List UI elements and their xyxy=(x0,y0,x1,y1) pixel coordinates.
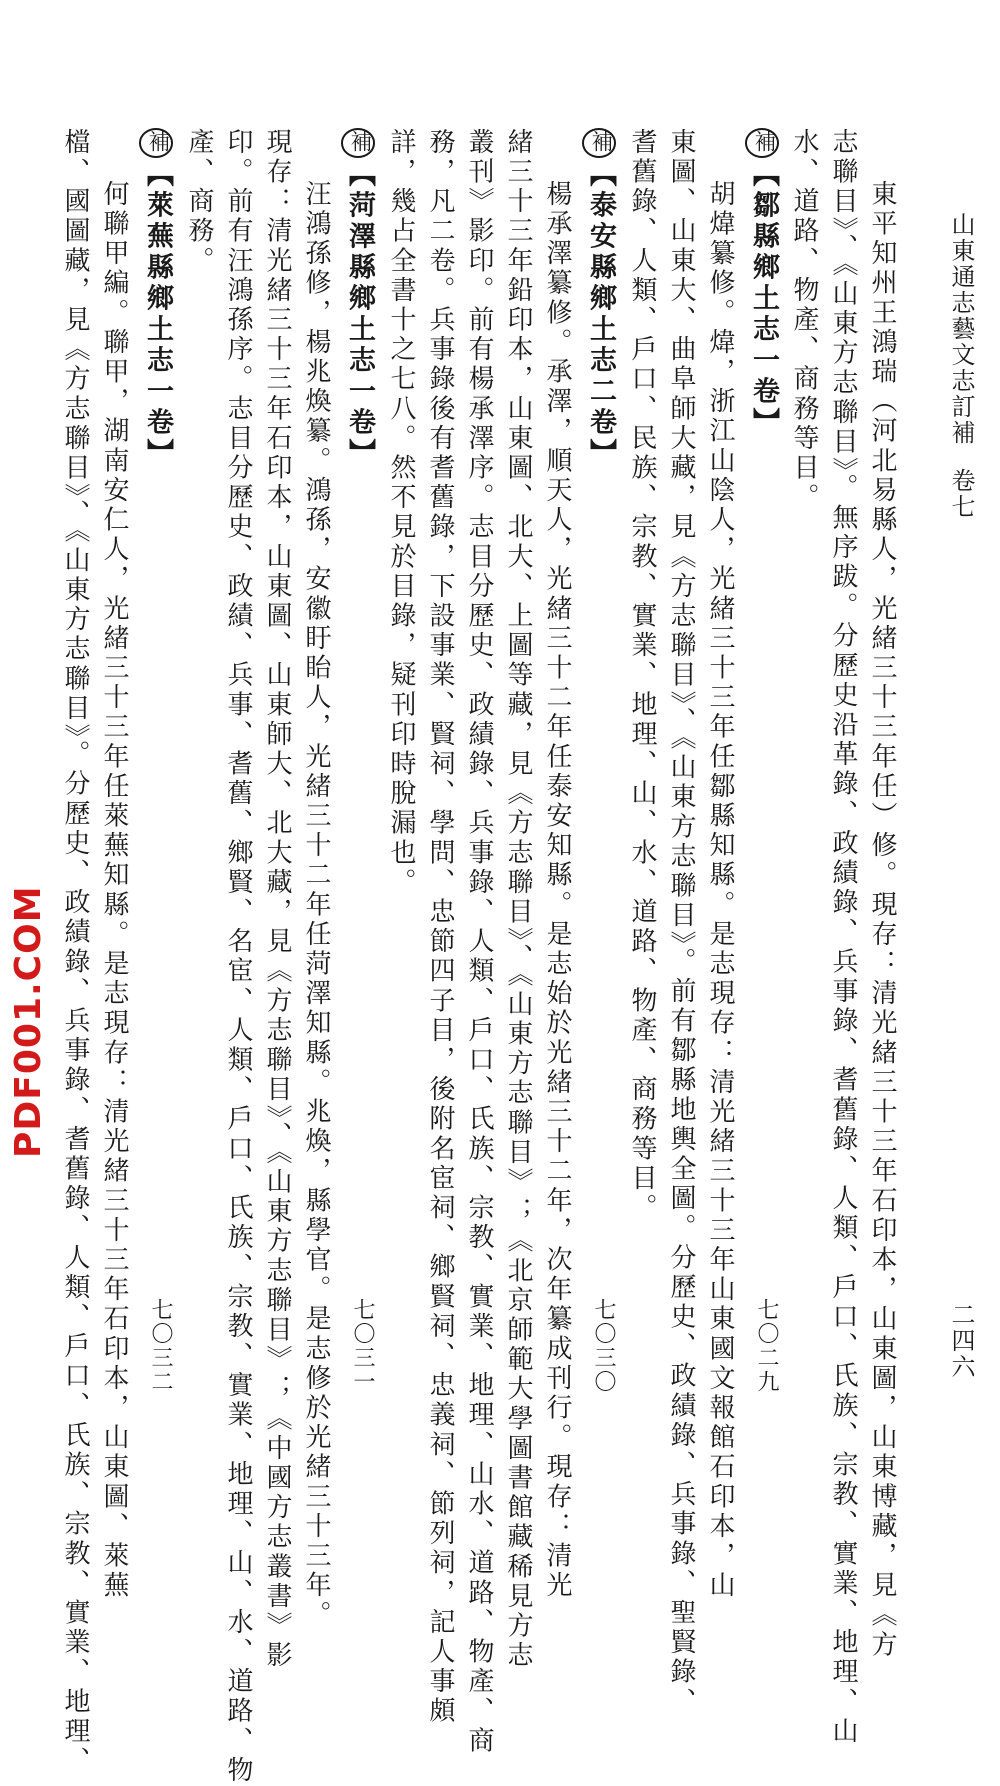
entry-number: 七〇三二 xyxy=(148,1298,173,1394)
volume-label: 卷七 xyxy=(947,468,975,520)
page-number: 二四六 xyxy=(947,1302,975,1380)
entry-7029-line-1: 胡煒纂修。煒，浙江山陰人，光緒三十三年任鄒縣知縣。是志現存：清光緒三十三年山東國文報館石印本，山 xyxy=(705,180,735,1601)
entry-title: 【鄒縣鄉土志一卷】 xyxy=(748,159,779,439)
running-title xyxy=(944,212,979,520)
entry-7029-heading xyxy=(745,128,779,439)
entry-7032-heading xyxy=(139,128,173,470)
book-title: 山東通志藝文志訂補 xyxy=(947,212,975,446)
entry-7029-line-3: 耆舊錄、人類、戶口、民族、宗教、實業、地理、山、水、道路、物產、商務等目。 xyxy=(627,128,657,1224)
entry-7031-heading xyxy=(341,128,375,470)
entry-number: 七〇三一 xyxy=(350,1298,375,1394)
entry-7030-line-1: 楊承澤纂修。承澤，順天人，光緒三十二年任泰安知縣。是志始於光緒三十二年，次年纂成刊行。現存：清光 xyxy=(542,180,572,1601)
entry-7030-heading xyxy=(582,128,616,470)
entry-7028-line-3: 水、道路、物產、商務等目。 xyxy=(789,128,819,513)
supplement-badge: 補 xyxy=(341,128,375,158)
supplement-badge: 補 xyxy=(139,128,173,158)
entry-number: 七〇三〇 xyxy=(591,1298,616,1394)
entry-7030-line-5: 詳，幾占全書十之七八。然不見於目錄，疑刊印時脫漏也。 xyxy=(386,128,416,898)
entry-7030-line-4: 務，凡二卷。兵事錄後有耆舊錄，下設事業、賢祠、學問、忠節四子目，後附名宦祠、鄉賢祠、忠義祠、節列祠，記人事頗 xyxy=(425,128,455,1727)
entry-7030-line-2: 緒三十三年鉛印本，山東圖、北大、上圖等藏，見《方志聯目》、《山東方志聯目》；《北京師範大學圖書館藏稀見方志 xyxy=(503,128,533,1671)
entry-7030-line-3: 叢刊》影印。前有楊承澤序。志目分歷史、政績錄、兵事錄、人類、戶口、氏族、宗教、實業、地理、山水、道路、物產、商 xyxy=(464,128,494,1756)
entry-7031-line-3: 印。前有汪鴻孫序。志目分歷史、政績、兵事、耆舊、鄉賢、名宦、人類、戶口、氏族、宗教、實業、地理、山、水、道路、物 xyxy=(223,128,253,1786)
entry-7032-line-1: 何聯甲編。聯甲，湖南安仁人，光緒三十三年任萊蕪知縣。是志現存：清光緒三十三年石印本，山東圖、萊蕪 xyxy=(99,180,129,1601)
entry-title: 【泰安縣鄉土志二卷】 xyxy=(585,159,616,470)
entry-7029-line-2: 東圖、山東大、曲阜師大藏，見《方志聯目》、《山東方志聯目》。前有鄒縣地輿全圖。分歷史、政績錄、兵事錄、聖賢錄、 xyxy=(666,128,696,1717)
entry-title: 【萊蕪縣鄉土志一卷】 xyxy=(142,159,173,470)
supplement-badge: 補 xyxy=(582,128,616,158)
entry-7028-line-1: 東平知州王鴻瑞（河北易縣人，光緒三十三年任）修。現存：清光緒三十三年石印本，山東圖，山東博藏，見《方 xyxy=(867,180,897,1660)
supplement-badge: 補 xyxy=(745,128,779,158)
entry-number: 七〇二九 xyxy=(754,1298,779,1394)
entry-7031-line-2: 現存：清光緒三十三年石印本，山東圖、山東師大、北大藏，見《方志聯目》、《山東方志聯目》；《中國方志叢書》影 xyxy=(262,128,292,1671)
watermark: PDF001.COM xyxy=(8,885,49,1158)
entry-7032-line-2: 檔、國圖藏，見《方志聯目》、《山東方志聯目》。分歷史、政績錄、兵事錄、耆舊錄、人類、戶口、氏族、宗教、實業、地理、 xyxy=(60,128,90,1777)
entry-7031-line-1: 汪鴻孫修，楊兆煥纂。鴻孫，安徽盱眙人，光緒三十二年任菏澤知縣。兆煥，縣學官。是志修於光緒三十三年。 xyxy=(301,180,331,1631)
entry-title: 【菏澤縣鄉土志一卷】 xyxy=(344,159,375,470)
entry-7031-line-4: 產、商務。 xyxy=(184,128,214,276)
entry-7028-line-2: 志聯目》、《山東方志聯目》。無序跋。分歷史沿革錄、政績錄、兵事錄、耆舊錄、人類、戶口、氏族、宗教、實業、地理、山 xyxy=(828,128,858,1747)
